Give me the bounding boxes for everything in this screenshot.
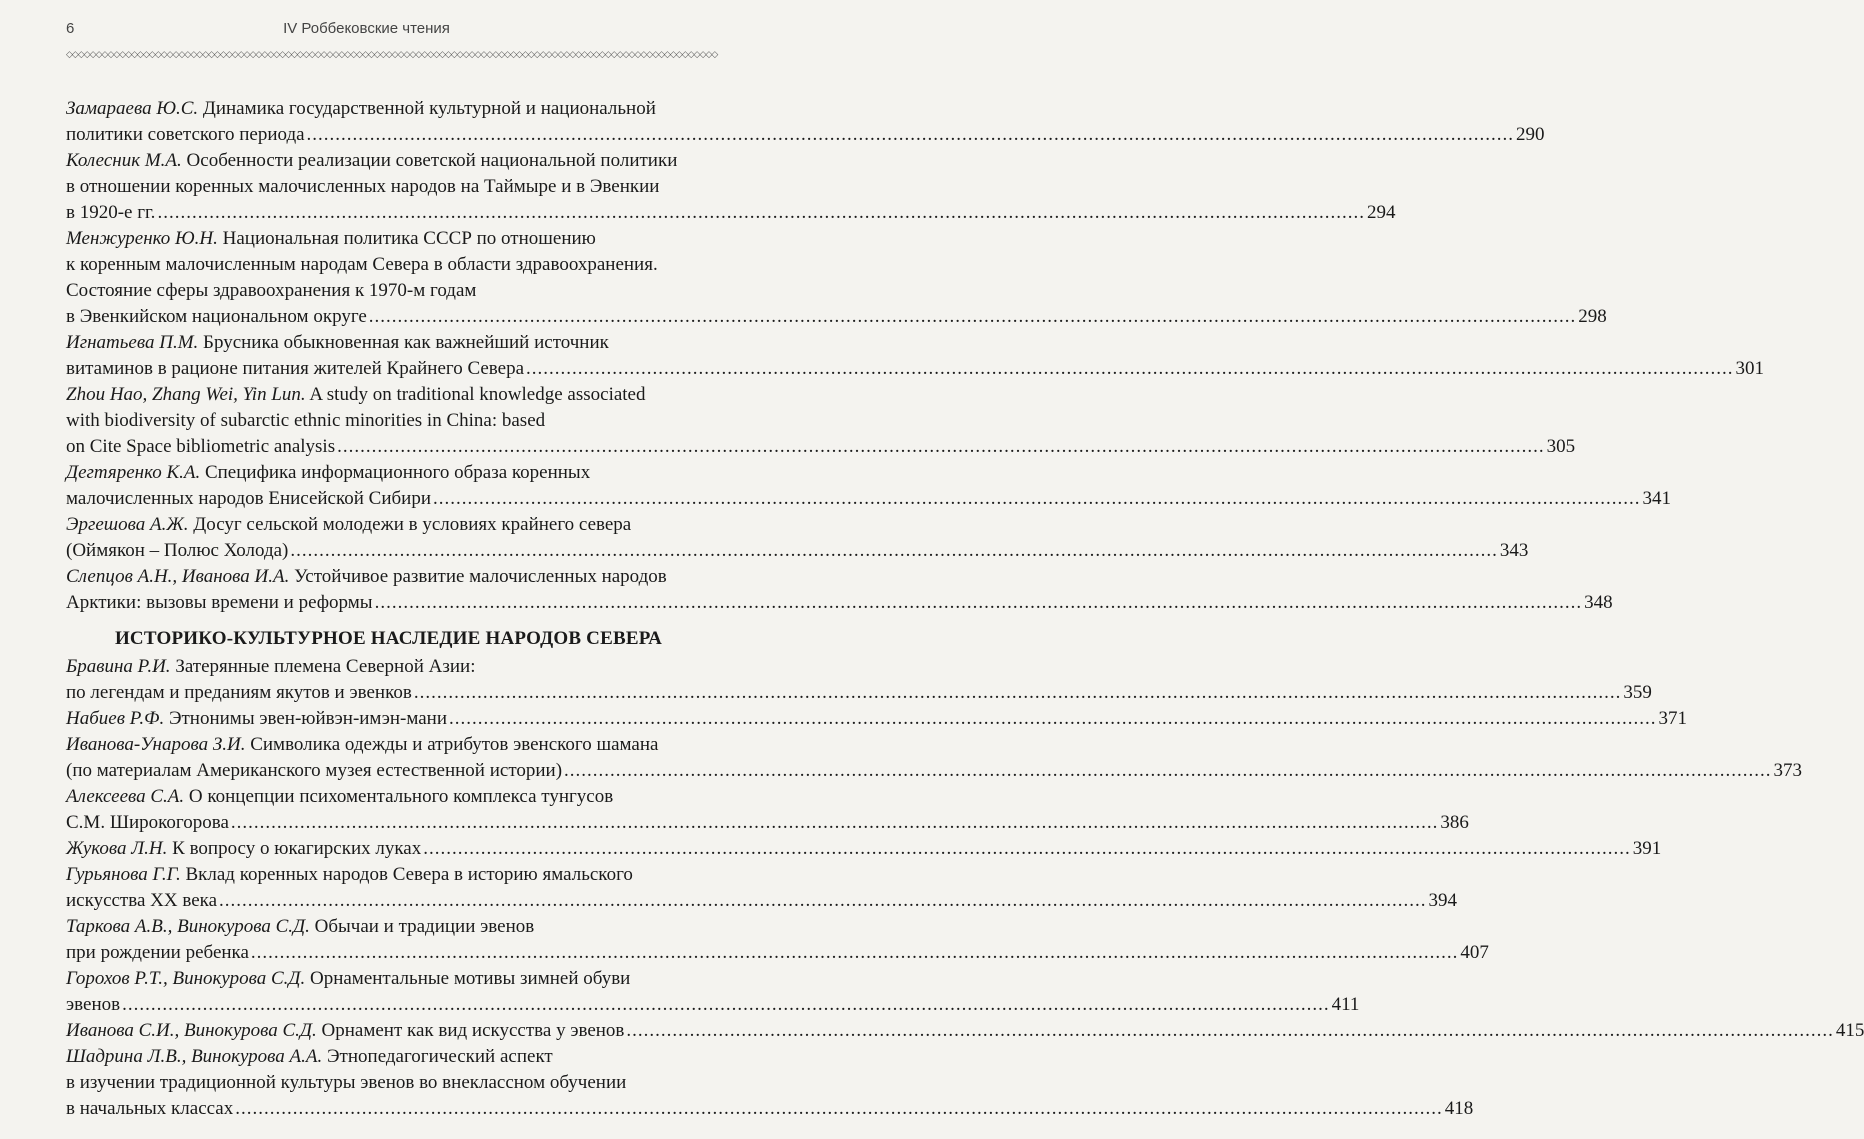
entry-title-text: Этнонимы эвен-юйвэн-имэн-мани (168, 708, 448, 729)
entry-last-line (66, 810, 1469, 836)
entry-title-text: A study on traditional knowledge associated (309, 384, 646, 405)
entry-title-text: Национальная политика СССР по отношению (222, 228, 596, 249)
dot-leader: .................................................................................................................................................................................................................. (290, 540, 1498, 561)
dot-leader: .................................................................................................................................................................................................................. (368, 306, 1577, 327)
entry-page-number: 343 (1499, 540, 1529, 561)
entry-page-number: 415 (1835, 1020, 1864, 1041)
entry-title-text: при рождении ребенка (66, 942, 249, 963)
entry-page-number: 341 (1642, 488, 1672, 509)
entry-line (66, 96, 711, 122)
dot-leader: .................................................................................................................................................................................................................. (250, 942, 1459, 963)
entry-line (66, 732, 711, 758)
toc-entry (66, 732, 1803, 784)
entry-title-wrap (66, 706, 447, 732)
entry-author: Замараева Ю.С. (66, 98, 199, 119)
entry-author: Алексеева С.А. (66, 786, 185, 807)
dot-leader: .................................................................................................................................................................................................................. (230, 812, 1439, 833)
entry-last-line (66, 706, 1688, 732)
entry-title-text: Этнопедагогический аспект (327, 1046, 553, 1067)
entry-title-text: Устойчивое развитие малочисленных народов (294, 566, 667, 587)
entry-author: Игнатьева П.М. (66, 332, 199, 353)
entry-page-number: 371 (1658, 708, 1688, 729)
entry-author: Таркова А.В., Винокурова С.Д. (66, 916, 310, 937)
entry-author: Колесник М.А. (66, 150, 182, 171)
entry-author: Шадрина Л.В., Винокурова А.А. (66, 1046, 323, 1067)
entry-title-text: Арктики: вызовы времени и реформы (66, 592, 373, 613)
entry-line (66, 654, 711, 680)
entry-author: Гурьянова Г.Г. (66, 864, 181, 885)
toc-entry (66, 460, 1672, 512)
entry-title-text: в изучении традиционной культуры эвенов во внеклассном обучении (66, 1072, 627, 1093)
toc-entry (66, 512, 1529, 564)
entry-last-line (66, 680, 1652, 706)
entry-line (66, 278, 711, 304)
entry-line (66, 1044, 711, 1070)
toc-entry (66, 226, 1607, 330)
entry-line (66, 330, 711, 356)
entry-last-line (66, 356, 1765, 382)
header-ornament-divider: ◇◇◇◇◇◇◇◇◇◇◇◇◇◇◇◇◇◇◇◇◇◇◇◇◇◇◇◇◇◇◇◇◇◇◇◇◇◇◇◇◇◇◇◇◇◇◇◇◇◇◇◇◇◇◇◇◇◇◇◇◇◇◇◇◇◇◇◇◇◇◇◇◇◇◇◇◇◇◇◇◇◇◇◇◇◇◇◇◇◇◇◇◇◇◇◇◇◇◇◇◇◇◇◇◇◇◇◇◇◇ (66, 50, 718, 60)
entry-title-text: Особенности реализации советской национальной политики (186, 150, 678, 171)
entry-title-text: С.М. Широкогорова (66, 812, 229, 833)
entry-title-text: Состояние сферы здравоохранения к 1970-м годам (66, 280, 477, 301)
toc-section-2 (66, 654, 1864, 1122)
entry-title-text: искусства XX века (66, 890, 217, 911)
entry-author: Дегтяренко К.А. (66, 462, 201, 483)
page-number: 6 (66, 20, 75, 37)
entry-title-text: политики советского периода (66, 124, 305, 145)
entry-last-line (66, 486, 1672, 512)
entry-title-text: (Оймякон – Полюс Холода) (66, 540, 289, 561)
entry-last-line (66, 940, 1489, 966)
entry-page-number: 407 (1460, 942, 1489, 963)
entry-page-number: 373 (1773, 760, 1803, 781)
entry-last-line (66, 1096, 1474, 1122)
entry-title-text: Специфика информационного образа коренных (204, 462, 591, 483)
toc-entry (66, 330, 1765, 382)
entry-line (66, 148, 711, 174)
entry-title-text: with biodiversity of subarctic ethnic minorities in China: based (66, 410, 546, 431)
entry-last-line (66, 888, 1457, 914)
entry-title-text: в начальных классах (66, 1098, 234, 1119)
toc-entry (66, 96, 1545, 148)
toc-entry (66, 784, 1469, 836)
running-title: IV Роббековские чтения (283, 20, 450, 37)
toc-entry (66, 914, 1489, 966)
entry-line (66, 1070, 711, 1096)
entry-title-text: малочисленных народов Енисейской Сибири (66, 488, 432, 509)
toc-entry (66, 966, 1360, 1018)
entry-title-text: on Cite Space bibliometric analysis (66, 436, 336, 457)
dot-leader: .................................................................................................................................................................................................................. (564, 760, 1772, 781)
entry-page-number: 301 (1735, 358, 1765, 379)
dot-leader: .................................................................................................................................................................................................................. (157, 202, 1365, 223)
dot-leader: .................................................................................................................................................................................................................. (306, 124, 1515, 145)
table-of-contents (66, 96, 1864, 1122)
toc-entry (66, 148, 1396, 226)
entry-last-line (66, 122, 1545, 148)
entry-page-number: 394 (1428, 890, 1457, 911)
dot-leader: .................................................................................................................................................................................................................. (219, 890, 1427, 911)
toc-entry (66, 862, 1457, 914)
entry-title-text: Динамика государственной культурной и национальной (202, 98, 656, 119)
entry-last-line (66, 836, 1662, 862)
entry-title-text: эвенов (66, 994, 121, 1015)
toc-entry (66, 1018, 1864, 1044)
entry-line (66, 564, 711, 590)
entry-title-text: к коренным малочисленным народам Севера в области здравоохранения. (66, 254, 658, 275)
entry-line (66, 862, 711, 888)
entry-last-line (66, 200, 1396, 226)
toc-entry (66, 564, 1613, 616)
entry-line (66, 226, 711, 252)
entry-line (66, 914, 711, 940)
entry-page-number: 298 (1578, 306, 1607, 327)
entry-author: Zhou Hao, Zhang Wei, Yin Lun. (66, 384, 306, 405)
entry-author: Иванова С.И., Винокурова С.Д. (66, 1020, 317, 1041)
dot-leader: .................................................................................................................................................................................................................. (423, 838, 1631, 859)
entry-page-number: 411 (1331, 994, 1360, 1015)
entry-page-number: 290 (1516, 124, 1545, 145)
entry-page-number: 359 (1623, 682, 1652, 703)
toc-entry (66, 1044, 1474, 1122)
entry-line (66, 408, 711, 434)
dot-leader: .................................................................................................................................................................................................................. (235, 1098, 1443, 1119)
toc-entry (66, 382, 1576, 460)
entry-line (66, 382, 711, 408)
entry-page-number: 386 (1440, 812, 1469, 833)
entry-page-number: 348 (1584, 592, 1613, 613)
entry-page-number: 391 (1632, 838, 1662, 859)
dot-leader: .................................................................................................................................................................................................................. (526, 358, 1734, 379)
entry-title-text: витаминов в рационе питания жителей Крайнего Севера (66, 358, 525, 379)
toc-entry (66, 706, 1688, 732)
toc-entry (66, 836, 1662, 862)
entry-page-number: 305 (1546, 436, 1576, 457)
entry-title-wrap (66, 1018, 624, 1044)
dot-leader: .................................................................................................................................................................................................................. (449, 708, 1657, 729)
entry-title-text: К вопросу о юкагирских луках (172, 838, 422, 859)
page-header (0, 18, 733, 42)
entry-title-text: Орнаментальные мотивы зимней обуви (309, 968, 631, 989)
entry-title-text: Обычаи и традиции эвенов (314, 916, 535, 937)
entry-author: Горохов Р.Т., Винокурова С.Д. (66, 968, 306, 989)
entry-last-line (66, 434, 1576, 460)
entry-title-text: О концепции психоментального комплекса тунгусов (188, 786, 614, 807)
dot-leader: .................................................................................................................................................................................................................. (433, 488, 1641, 509)
section-title: ИСТОРИКО-КУЛЬТУРНОЕ НАСЛЕДИЕ НАРОДОВ СЕВЕРА (114, 628, 663, 649)
dot-leader: .................................................................................................................................................................................................................. (413, 682, 1622, 703)
entry-last-line (66, 992, 1360, 1018)
entry-page-number: 418 (1444, 1098, 1474, 1119)
entry-title-text: в отношении коренных малочисленных народов на Таймыре и в Эвенкии (66, 176, 660, 197)
entry-author: Менжуренко Ю.Н. (66, 228, 218, 249)
entry-last-line (66, 304, 1607, 330)
entry-author: Бравина Р.И. (66, 656, 171, 677)
entry-last-line (66, 538, 1529, 564)
entry-line (66, 512, 711, 538)
toc-section-1 (66, 96, 1765, 616)
entry-title-text: Орнамент как вид искусства у эвенов (321, 1020, 625, 1041)
entry-title-text: по легендам и преданиям якутов и эвенков (66, 682, 412, 703)
dot-leader: .................................................................................................................................................................................................................. (337, 436, 1545, 457)
entry-last-line (66, 758, 1803, 784)
dot-leader: .................................................................................................................................................................................................................. (374, 592, 1583, 613)
entry-title-text: Вклад коренных народов Севера в историю ямальского (185, 864, 633, 885)
entry-last-line (66, 590, 1613, 616)
entry-line (66, 460, 711, 486)
entry-author: Иванова-Унарова З.И. (66, 734, 246, 755)
toc-entry (66, 654, 1652, 706)
entry-title-text: Досуг сельской молодежи в условиях крайнего севера (193, 514, 632, 535)
entry-line (66, 174, 711, 200)
entry-line (66, 966, 711, 992)
entry-line (66, 784, 711, 810)
entry-title-text: (по материалам Американского музея естественной истории) (66, 760, 563, 781)
entry-author: Эргешова А.Ж. (66, 514, 189, 535)
entry-title-text: в Эвенкийском национальном округе (66, 306, 367, 327)
dot-leader: .................................................................................................................................................................................................................. (122, 994, 1330, 1015)
entry-title-text: в 1920-е гг. (66, 202, 156, 223)
entry-title-text: Брусника обыкновенная как важнейший источник (203, 332, 609, 353)
entry-title-text: Затерянные племена Северной Азии: (175, 656, 476, 677)
entry-last-line (66, 1018, 1864, 1044)
entry-line (66, 252, 711, 278)
entry-author: Жукова Л.Н. (66, 838, 168, 859)
entry-title-text: Символика одежды и атрибутов эвенского шамана (250, 734, 659, 755)
entry-title-wrap (66, 836, 421, 862)
dot-leader: .................................................................................................................................................................................................................. (626, 1020, 1834, 1041)
entry-author: Слепцов А.Н., Иванова И.А. (66, 566, 290, 587)
entry-author: Набиев Р.Ф. (66, 708, 165, 729)
entry-page-number: 294 (1366, 202, 1396, 223)
